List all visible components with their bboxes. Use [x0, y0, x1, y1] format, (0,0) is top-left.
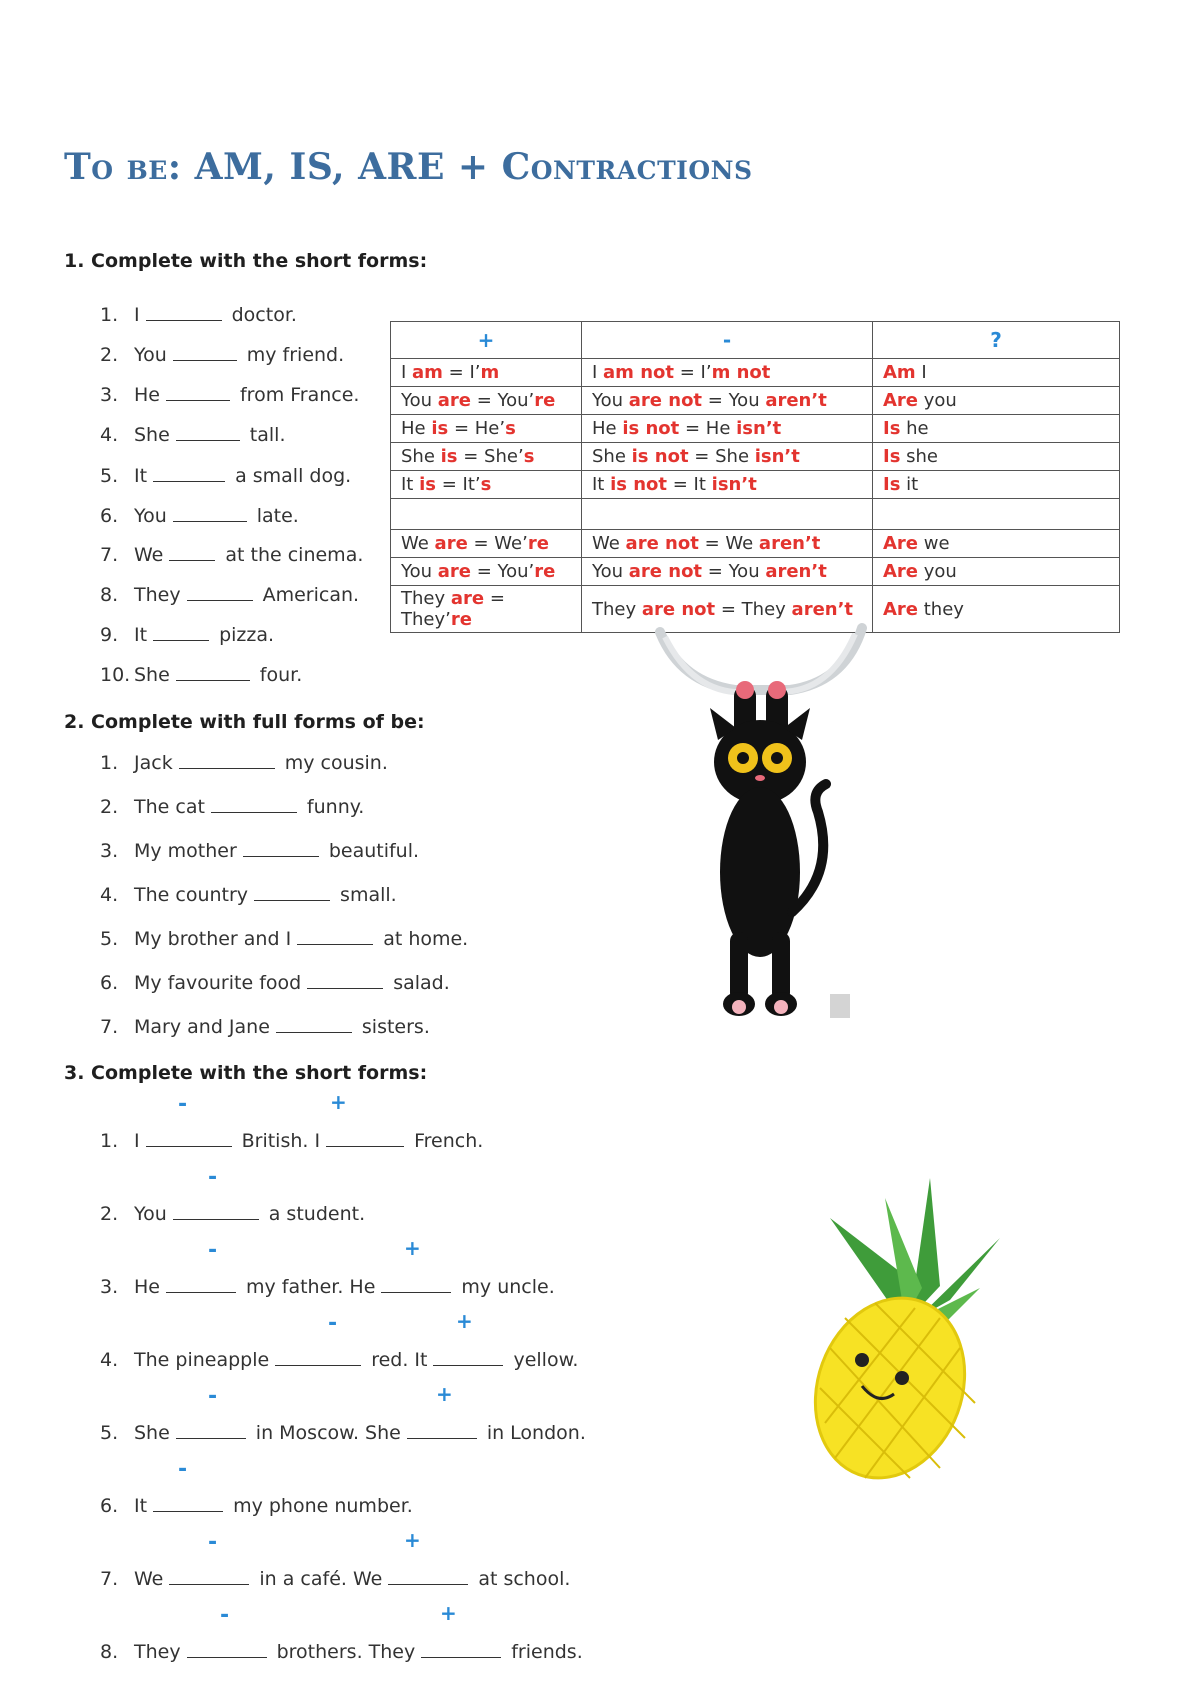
positive-marker: + — [456, 1309, 473, 1333]
header-affirmative: + — [391, 322, 582, 359]
exercise-3-item: 2. You a student. — [100, 1203, 366, 1225]
negative-marker: - — [178, 1457, 188, 1482]
exercise-1-item: 5. It a small dog. — [100, 465, 352, 487]
answer-blank[interactable] — [187, 1656, 267, 1658]
section-2-heading: 2. Complete with full forms of be: — [64, 711, 425, 733]
negative-cell: She is not = She isn’t — [582, 443, 873, 471]
table-row — [391, 443, 1120, 471]
negative-cell: I am not = I’m not — [582, 359, 873, 387]
answer-blank[interactable] — [276, 1031, 352, 1033]
exercise-3-item: 3. He my father. He my uncle. — [100, 1276, 555, 1298]
answer-blank[interactable] — [179, 767, 275, 769]
positive-marker: + — [404, 1528, 421, 1552]
negative-cell: It is not = It isn’t — [582, 471, 873, 499]
answer-blank[interactable] — [166, 399, 230, 401]
exercise-2-item: 3. My mother beautiful. — [100, 840, 420, 862]
table-cell — [873, 499, 1120, 530]
pineapple-illustration — [790, 1178, 1030, 1498]
table-row — [391, 359, 1120, 387]
header-question: ? — [873, 322, 1120, 359]
table-row — [391, 558, 1120, 586]
section-1-heading: 1. Complete with the short forms: — [64, 250, 428, 272]
gray-square — [830, 994, 850, 1018]
answer-blank[interactable] — [146, 1145, 232, 1147]
question-cell: Is it — [873, 471, 1120, 499]
answer-blank[interactable] — [176, 1437, 246, 1439]
exercise-2-item: 2. The cat funny. — [100, 796, 365, 818]
answer-blank[interactable] — [169, 1583, 249, 1585]
hanging-cat-illustration — [640, 612, 890, 1032]
question-cell: Are you — [873, 558, 1120, 586]
exercise-1-item: 4. She tall. — [100, 424, 286, 446]
positive-marker: + — [404, 1236, 421, 1260]
exercise-1-item: 7. We at the cinema. — [100, 544, 364, 566]
answer-blank[interactable] — [153, 639, 209, 641]
question-cell: Are they — [873, 586, 1120, 633]
affirmative-cell: It is = It’s — [391, 471, 582, 499]
negative-marker: - — [208, 1530, 218, 1555]
answer-blank[interactable] — [388, 1583, 468, 1585]
header-negative: - — [582, 322, 873, 359]
negative-cell: We are not = We aren’t — [582, 530, 873, 558]
table-row — [391, 530, 1120, 558]
answer-blank[interactable] — [326, 1145, 404, 1147]
answer-blank[interactable] — [173, 359, 237, 361]
answer-blank[interactable] — [275, 1364, 361, 1366]
answer-blank[interactable] — [176, 439, 240, 441]
exercise-3-item: 4. The pineapple red. It yellow. — [100, 1349, 579, 1371]
exercise-1-item: 9. It pizza. — [100, 624, 275, 646]
answer-blank[interactable] — [169, 559, 215, 561]
affirmative-cell: They are = They’re — [391, 586, 582, 633]
positive-marker: + — [330, 1090, 347, 1114]
table-empty-row — [391, 499, 1120, 530]
exercise-1-item: 10. She four. — [100, 664, 303, 686]
question-cell: Am I — [873, 359, 1120, 387]
page-title: To be: AM, IS, ARE + Contractions — [64, 146, 753, 188]
answer-blank[interactable] — [307, 987, 383, 989]
negative-marker: - — [208, 1384, 218, 1409]
answer-blank[interactable] — [153, 480, 225, 482]
answer-blank[interactable] — [153, 1510, 223, 1512]
pineapple-eye-right — [895, 1371, 909, 1385]
negative-marker: - — [220, 1603, 230, 1628]
negative-cell: You are not = You aren’t — [582, 387, 873, 415]
negative-cell: He is not = He isn’t — [582, 415, 873, 443]
answer-blank[interactable] — [381, 1291, 451, 1293]
answer-blank[interactable] — [211, 811, 297, 813]
affirmative-cell: We are = We’re — [391, 530, 582, 558]
exercise-2-item: 6. My favourite food salad. — [100, 972, 450, 994]
positive-marker: + — [436, 1382, 453, 1406]
answer-blank[interactable] — [254, 899, 330, 901]
negative-marker: - — [328, 1311, 338, 1336]
exercise-1-item: 2. You my friend. — [100, 344, 345, 366]
answer-blank[interactable] — [243, 855, 319, 857]
answer-blank[interactable] — [433, 1364, 503, 1366]
positive-marker: + — [440, 1601, 457, 1625]
curtain-edge — [660, 628, 862, 690]
question-cell: Are we — [873, 530, 1120, 558]
negative-cell: You are not = You aren’t — [582, 558, 873, 586]
table-row — [391, 471, 1120, 499]
answer-blank[interactable] — [173, 1218, 259, 1220]
exercise-2-item: 7. Mary and Jane sisters. — [100, 1016, 430, 1038]
exercise-2-item: 5. My brother and I at home. — [100, 928, 469, 950]
answer-blank[interactable] — [166, 1291, 236, 1293]
question-cell: Is he — [873, 415, 1120, 443]
negative-marker: - — [178, 1092, 188, 1117]
negative-marker: - — [208, 1165, 218, 1190]
section-3-heading: 3. Complete with the short forms: — [64, 1062, 428, 1084]
answer-blank[interactable] — [407, 1437, 477, 1439]
answer-blank[interactable] — [187, 599, 253, 601]
table-row — [391, 387, 1120, 415]
exercise-2-item: 1. Jack my cousin. — [100, 752, 388, 774]
exercise-3-item: 1. I British. I French. — [100, 1130, 484, 1152]
affirmative-cell: I am = I’m — [391, 359, 582, 387]
negative-cell: They are not = They aren’t — [582, 586, 873, 633]
exercise-3-item: 7. We in a café. We at school. — [100, 1568, 571, 1590]
answer-blank[interactable] — [173, 520, 247, 522]
affirmative-cell: She is = She’s — [391, 443, 582, 471]
pineapple-eye-left — [855, 1353, 869, 1367]
exercise-1-item: 8. They American. — [100, 584, 360, 606]
table-cell — [391, 499, 582, 530]
answer-blank[interactable] — [421, 1656, 501, 1658]
table-header-row — [391, 322, 1120, 359]
table-row — [391, 415, 1120, 443]
curtain-fold — [665, 634, 855, 692]
question-cell: Is she — [873, 443, 1120, 471]
cat-body — [710, 681, 826, 1016]
exercise-1-item: 6. You late. — [100, 505, 299, 527]
exercise-1-item: 1. I doctor. — [100, 304, 297, 326]
contractions-table — [390, 321, 1120, 633]
affirmative-cell: He is = He’s — [391, 415, 582, 443]
exercise-3-item: 8. They brothers. They friends. — [100, 1641, 583, 1663]
question-cell: Are you — [873, 387, 1120, 415]
answer-blank[interactable] — [297, 943, 373, 945]
negative-marker: - — [208, 1238, 218, 1263]
exercise-2-item: 4. The country small. — [100, 884, 397, 906]
affirmative-cell: You are = You’re — [391, 558, 582, 586]
exercise-3-item: 6. It my phone number. — [100, 1495, 413, 1517]
affirmative-cell: You are = You’re — [391, 387, 582, 415]
answer-blank[interactable] — [176, 679, 250, 681]
exercise-1-item: 3. He from France. — [100, 384, 360, 406]
table-cell — [582, 499, 873, 530]
exercise-3-item: 5. She in Moscow. She in London. — [100, 1422, 586, 1444]
answer-blank[interactable] — [146, 319, 222, 321]
